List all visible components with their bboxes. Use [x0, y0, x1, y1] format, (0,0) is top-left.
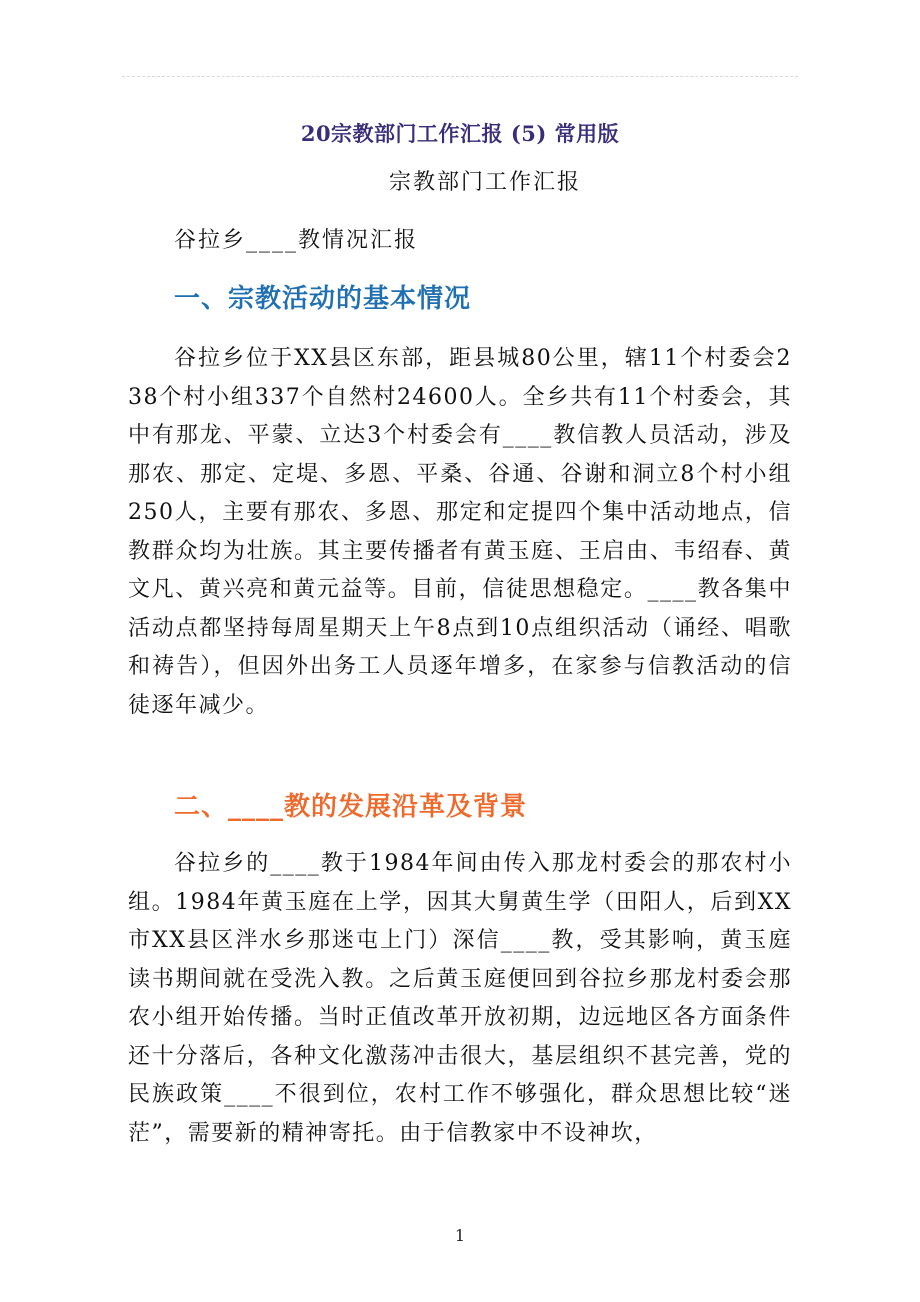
header-divider: [122, 76, 798, 77]
section-2-paragraph: 谷拉乡的____教于1984年间由传入那龙村委会的那农村小组。1984年黄玉庭在上学，因其大舅黄生学（田阳人，后到XX市XX县区泮水乡那迷屯上门）深信____教，受其影响，黄玉庭读书期间就在受洗入教。之后黄玉庭便回到谷拉乡那龙村委会那农小组开始传播。当时正值改革开放初期，边远地区各方面条件还十分落后，各种文化激荡冲击很大，基层组织不甚完善，党的民族政策____不很到位，农村工作不够强化，群众思想比较“迷茫”，需要新的精神寄托。由于信教家中不设神坎，: [128, 851, 792, 1146]
section-1-paragraph: 谷拉乡位于XX县区东部，距县城80公里，辖11个村委会238个村小组337个自然村24600人。全乡共有11个村委会，其中有那龙、平蒙、立达3个村委会有____教信教人员活动，涉及那农、那定、定堤、多恩、平桑、谷通、谷谢和洞立8个村小组250人，主要有那农、多恩、那定和定提四个集中活动地点，信教群众均为壮族。其主要传播者有黄玉庭、王启由、韦绍春、黄文凡、黄兴亮和黄元益等。目前，信徒思想稳定。____教各集中活动点都坚持每周星期天上午8点到10点组织活动（诵经、唱歌和祷告），但因外出务工人员逐年增多，在家参与信教活动的信徒逐年减少。: [128, 346, 792, 718]
section-2-heading: 二、____教的发展沿革及背景: [174, 792, 528, 822]
report-title-line: 谷拉乡____教情况汇报: [174, 228, 419, 253]
document-title: 20宗教部门工作汇报 (5) 常用版: [300, 121, 620, 146]
page-number: 1: [454, 1226, 466, 1245]
section-1-heading: 一、宗教活动的基本情况: [174, 284, 472, 314]
document-subtitle: 宗教部门工作汇报: [388, 170, 581, 195]
